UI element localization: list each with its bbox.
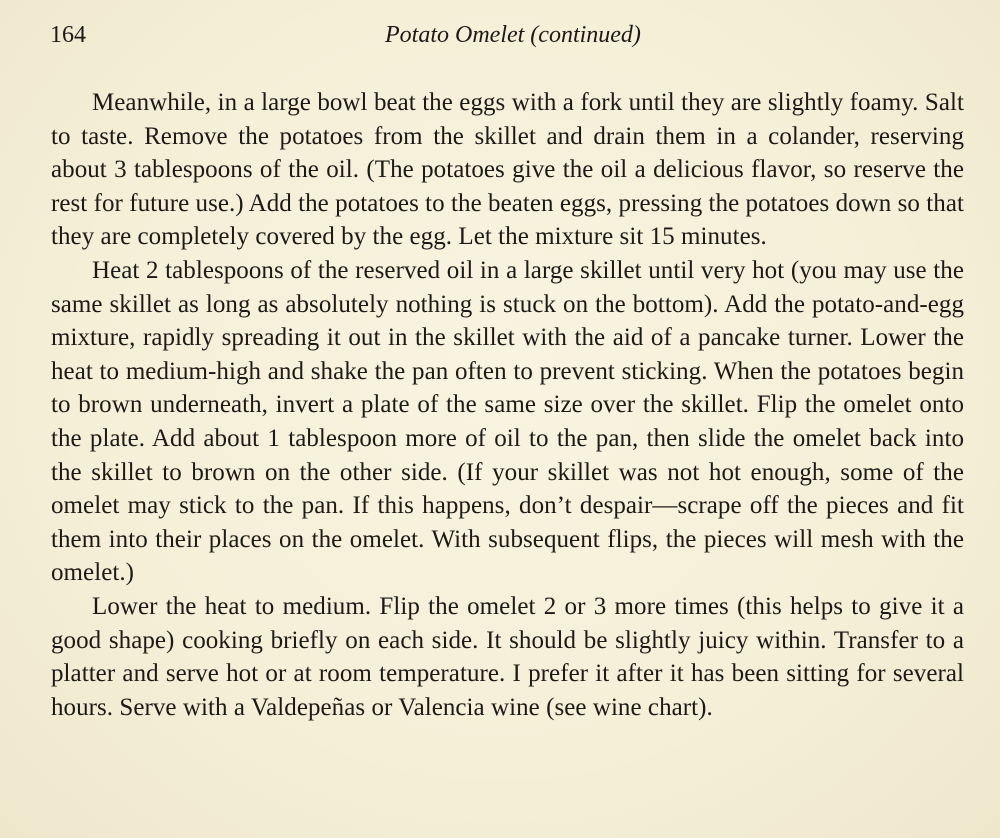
recipe-body: [51, 86, 964, 724]
page-number: 164: [50, 22, 86, 48]
page-header: [50, 22, 950, 52]
running-head: Potato Omelet (continued): [385, 22, 641, 48]
paragraph-3: Lower the heat to medium. Flip the omelet 2 or 3 more times (this helps to give it a good shape) cooking briefly on each side. It should be slightly juicy within. Transfer to a platter and serve hot or at room temperature. I prefer it after it has been sitting for several hours. Serve with a Valdepeñas or Valencia wine (see wine chart).: [51, 592, 964, 721]
paragraph-1: Meanwhile, in a large bowl beat the eggs with a fork until they are slightly foamy. Salt to taste. Remove the potatoes from the skillet and drain them in a colander, reserving about 3 tablespoons of the oil. (The potatoes give the oil a delicious flavor, so reserve the rest for future use.) Add the potatoes to the beaten eggs, pressing the potatoes down so that they are completely covered by the egg. Let the mixture sit 15 minutes.: [51, 89, 964, 251]
paragraph-2: Heat 2 tablespoons of the reserved oil in a large skillet until very hot (you may use the same skillet as long as absolutely nothing is stuck on the bottom). Add the potato-and-egg mixture, rapidly spreading it out in the skillet with the aid of a pancake turner. Lower the heat to medium-high and shake the pan often to prevent sticking. When the potatoes begin to brown underneath, invert a plate of the same size over the skillet. Flip the omelet onto the plate. Add about 1 tablespoon more of oil to the pan, then slide the omelet back into the skillet to brown on the other side. (If your skillet was not hot enough, some of the omelet may stick to the pan. If this happens, don’t despair—scrape off the pieces and fit them into their places on the omelet. With subsequent flips, the pieces will mesh with the omelet.): [51, 256, 964, 587]
